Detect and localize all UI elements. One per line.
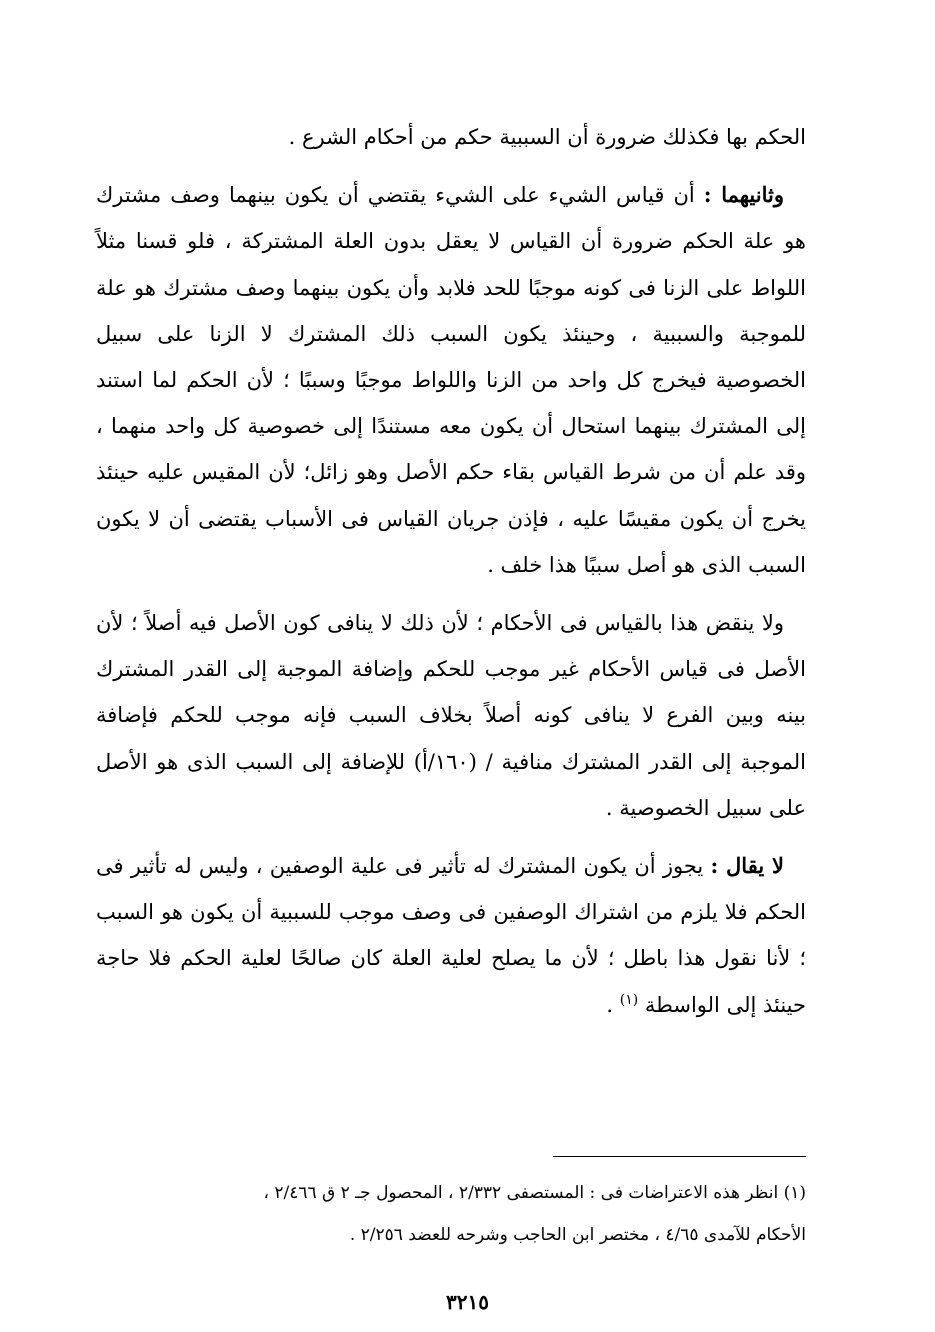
footnote-reference: (١) [619, 991, 639, 1008]
paragraph-4-text: يجوز أن يكون المشترك له تأثير فى علية الوصفين ، وليس له تأثير فى الحكم فلا يلزم من اشتراك الوصفين فى وصف موجب للسببية أن يكون هو السبب ؛ لأنا نقول هذا باطل ؛ لأن ما يصلح لعلية العلة كان صالحًا لعلية الحكم فلا حاجة حينئذ إلى الواسطة [96, 854, 806, 1017]
paragraph-4-lead: لا يقال : [710, 853, 784, 879]
footnote-separator [553, 1156, 806, 1157]
paragraph-1-text: الحكم بها فكذلك ضرورة أن السببية حكم من أحكام الشرع . [288, 125, 806, 149]
paragraph-2-lead: وثانيهما : [703, 182, 784, 208]
paragraph-2-text: أن قياس الشيء على الشيء يقتضي أن يكون بينهما وصف مشترك هو علة الحكم ضرورة أن القياس لا يعقل بدون العلة المشتركة ، فلو قسنا مثلاً اللواط على الزنا فى كونه موجبًا للحد فلابد وأن يكون بينهما وصف مشترك هو علة للموجبة والسببية ، وحينئذ يكون السبب ذلك المشترك لا الزنا على سبيل الخصوصية فيخرج كل واحد من الزنا واللواط موجبًا وسببًا ؛ لأن الحكم لما استند إلى المشترك بينهما استحال أن يكون معه مستندًا إلى خصوصية كل واحد منهما ، وقد علم أن من شرط القياس بقاء حكم الأصل وهو زائل؛ لأن المقيس عليه حينئذ يخرج أن يكون مقيسًا عليه ، فإذن جريان القياس فى الأسباب يقتضى أن لا يكون السبب الذى هو أصل سببًا هذا خلف . [96, 183, 806, 577]
main-text [96, 114, 806, 1040]
footnote [96, 1172, 806, 1256]
footnote-line-1: (١) انظر هذه الاعتراضات فى : المستصفى ٢/٣٣٢ ، المحصول جـ ٢ ق ٢/٤٦٦ ، [263, 1183, 806, 1203]
page-number: ٣٢١٥ [446, 1290, 489, 1314]
paragraph-3 [96, 600, 806, 831]
paragraph-2 [96, 172, 806, 588]
paragraph-4 [96, 843, 806, 1028]
paragraph-1 [96, 114, 806, 160]
paragraph-4-tail: . [606, 992, 620, 1017]
paragraph-3-text: ولا ينقض هذا بالقياس فى الأحكام ؛ لأن ذلك لا ينافى كون الأصل فيه أصلاً ؛ لأن الأصل فى قياس الأحكام غير موجب للحكم وإضافة الموجبة إلى القدر المشترك بينه وبين الفرع لا ينافى كونه أصلاً بخلاف السبب فإنه موجب للحكم فإضافة الموجبة إلى القدر المشترك منافية / (١٦٠/أ) للإضافة إلى السبب الذى هو الأصل على سبيل الخصوصية . [96, 611, 806, 820]
footnote-line-2: الأحكام للآمدى ٤/٦٥ ، مختصر ابن الحاجب وشرحه للعضد ٢/٢٥٦ . [349, 1225, 806, 1245]
